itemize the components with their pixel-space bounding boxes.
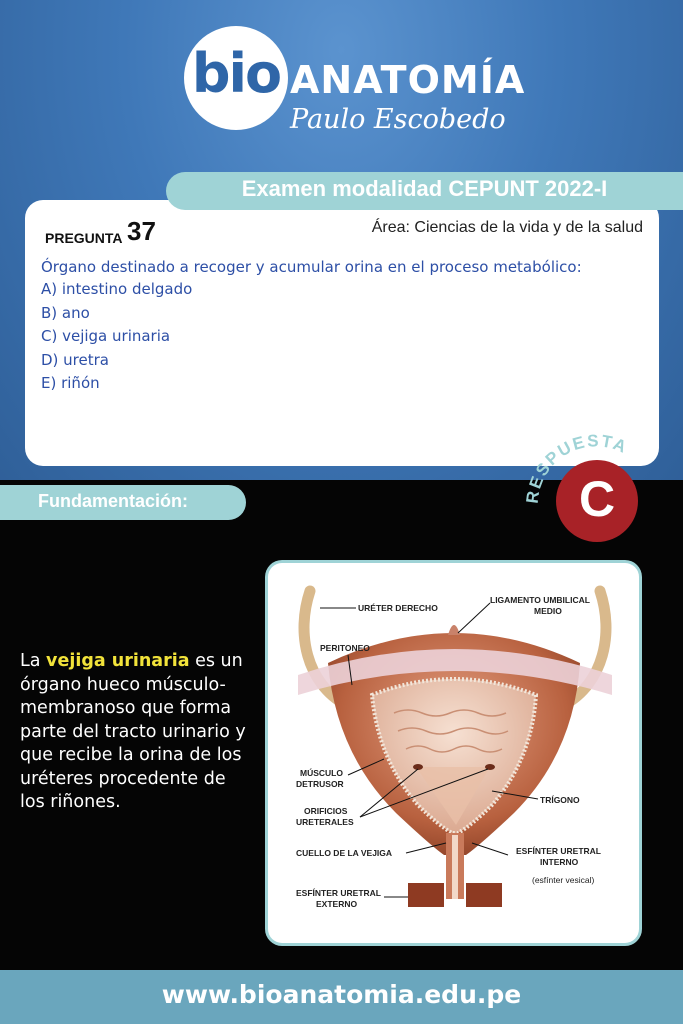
exam-title: Examen modalidad CEPUNT 2022-I bbox=[241, 176, 608, 201]
explanation-highlight: vejiga urinaria bbox=[46, 651, 190, 671]
label-esf-ext-2: EXTERNO bbox=[316, 899, 358, 909]
fundamentacion-banner bbox=[0, 485, 246, 520]
label-ligamento-1: LIGAMENTO UMBILICAL bbox=[490, 595, 590, 605]
exam-banner bbox=[166, 172, 683, 210]
label-esf-int-2: INTERNO bbox=[540, 857, 579, 867]
label-orificios-2: URETERALES bbox=[296, 817, 354, 827]
bladder-illustration bbox=[268, 563, 639, 943]
label-ureter: URÉTER DERECHO bbox=[358, 603, 438, 613]
option-a: A) intestino delgado bbox=[41, 280, 193, 298]
question-text: Órgano destinado a recoger y acumular orina en el proceso metabólico: bbox=[41, 258, 582, 276]
fundamentacion-title: Fundamentación: bbox=[38, 491, 189, 511]
label-peritoneo: PERITONEO bbox=[320, 643, 370, 653]
question-area: Área: Ciencias de la vida y de la salud bbox=[371, 219, 643, 236]
option-e: E) riñón bbox=[41, 374, 100, 392]
label-trigono: TRÍGONO bbox=[540, 795, 580, 805]
question-label: PREGUNTA bbox=[45, 230, 123, 246]
logo-author-text: Paulo Escobedo bbox=[290, 104, 506, 135]
label-esf-int-3: (esfínter vesical) bbox=[532, 875, 595, 885]
label-cuello: CUELLO DE LA VEJIGA bbox=[296, 848, 393, 858]
question-number: 37 bbox=[127, 216, 156, 246]
label-musculo-2: DETRUSOR bbox=[296, 779, 344, 789]
brand-logo bbox=[180, 18, 526, 148]
logo-anatomia-text: ANATOMÍA bbox=[290, 58, 526, 102]
option-b: B) ano bbox=[41, 304, 90, 322]
footer bbox=[0, 970, 683, 1024]
explanation-text bbox=[20, 650, 255, 815]
option-c: C) vejiga urinaria bbox=[41, 327, 171, 345]
answer-letter: C bbox=[578, 471, 616, 527]
bladder-diagram bbox=[268, 563, 639, 943]
label-esf-ext-1: ESFÍNTER URETRAL bbox=[296, 888, 381, 898]
explanation-after: es un órgano hueco músculo-membranoso que forma parte del tracto urinario y que recibe la orina de los uréteres procedente de los riñones. bbox=[20, 651, 246, 812]
option-d: D) uretra bbox=[41, 351, 109, 369]
explanation-before: La bbox=[20, 651, 47, 671]
footer-url-link[interactable]: www.bioanatomia.edu.pe bbox=[161, 980, 522, 1009]
label-musculo-1: MÚSCULO bbox=[300, 768, 343, 778]
label-orificios-1: ORIFICIOS bbox=[304, 806, 348, 816]
label-ligamento-2: MEDIO bbox=[534, 606, 562, 616]
logo-bio-text: bio bbox=[191, 42, 281, 105]
label-esf-int-1: ESFÍNTER URETRAL bbox=[516, 846, 601, 856]
answer-badge bbox=[556, 460, 638, 542]
answer-word: RESPUESTA bbox=[522, 431, 631, 505]
